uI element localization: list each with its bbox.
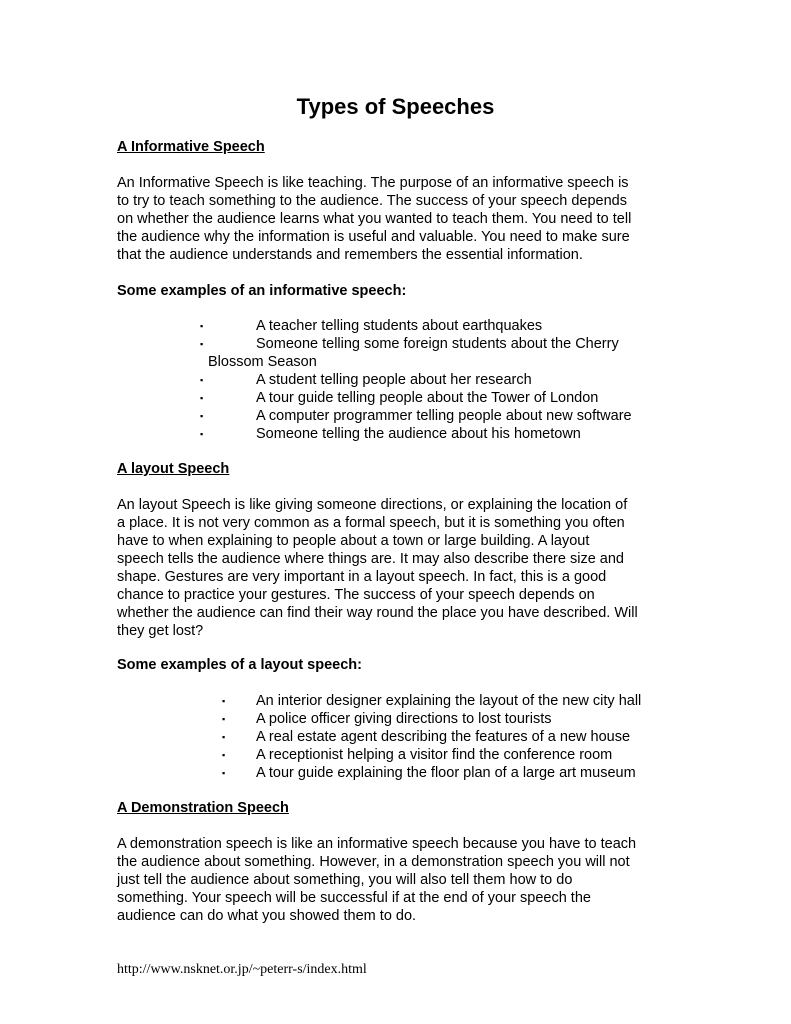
- section-paragraph-demonstration: A demonstration speech is like an informative speech because you have to teach the audience about something. However, in a demonstration speech you will not just tell the audience about something, you will also tell them how to do something. Your speech will be successful if at the end of your speech the audience can do what you showed them to do.: [117, 836, 637, 924]
- list-item: ▪ Someone telling some foreign students about the Cherry Blossom Season: [200, 335, 680, 371]
- list-item: ▪ A police officer giving directions to lost tourists: [222, 711, 552, 727]
- list-item: ▪ A receptionist helping a visitor find the conference room: [222, 747, 613, 763]
- list-item: ▪ A tour guide explaining the floor plan of a large art museum: [222, 765, 636, 781]
- page-title: Types of Speeches: [296, 94, 495, 119]
- examples-heading-informative: Some examples of an informative speech:: [117, 283, 407, 299]
- section-heading-informative: A Informative Speech: [117, 139, 265, 155]
- list-item: ▪ Someone telling the audience about his hometown: [200, 426, 581, 442]
- section-paragraph-layout: An layout Speech is like giving someone directions, or explaining the location of a place. It is not very common as a formal speech, but it is something you often have to when explaining to people about a town or large building. A layout speech tells the audience where things are. It may also describe there size and shape. Gestures are very important in a layout speech. In fact, this is a good chance to practice your gestures. The success of your speech depends on whether the audience can find their way round the place you have described. Will they get lost?: [117, 497, 638, 639]
- bullet-icon: ▪: [200, 393, 204, 403]
- list-item: ▪ An interior designer explaining the layout of the new city hall: [222, 693, 642, 709]
- bullet-icon: ▪: [200, 339, 204, 349]
- bullet-icon: ▪: [222, 732, 226, 742]
- examples-list-layout: [222, 692, 682, 782]
- bullet-icon: ▪: [222, 696, 226, 706]
- section-paragraph-informative: An Informative Speech is like teaching. The purpose of an informative speech is to try to teach something to the audience. The success of your speech depends on whether the audience learns what you wanted to teach them. You need to tell the audience why the information is useful and valuable. You need to make sure that the audience understands and remembers the essential information.: [117, 175, 632, 263]
- section-heading-demonstration: A Demonstration Speech: [117, 800, 289, 816]
- bullet-icon: ▪: [222, 750, 226, 760]
- examples-heading-layout: Some examples of a layout speech:: [117, 657, 362, 673]
- list-item-continuation: Blossom Season: [208, 354, 317, 370]
- list-item: ▪ A teacher telling students about earthquakes: [200, 318, 543, 334]
- bullet-icon: ▪: [200, 429, 204, 439]
- section-heading-layout: A layout Speech: [117, 461, 230, 477]
- footer-url: http://www.nsknet.or.jp/~peterr-s/index.html: [117, 962, 367, 977]
- list-item: ▪ A computer programmer telling people about new software: [200, 408, 632, 424]
- examples-list-informative: [200, 317, 680, 443]
- list-item: ▪ A tour guide telling people about the Tower of London: [200, 390, 599, 406]
- list-item: ▪ A real estate agent describing the features of a new house: [222, 729, 631, 745]
- bullet-icon: ▪: [200, 375, 204, 385]
- bullet-icon: ▪: [200, 411, 204, 421]
- bullet-icon: ▪: [222, 714, 226, 724]
- list-item: ▪ A student telling people about her research: [200, 372, 532, 388]
- bullet-icon: ▪: [200, 321, 204, 331]
- bullet-icon: ▪: [222, 768, 226, 778]
